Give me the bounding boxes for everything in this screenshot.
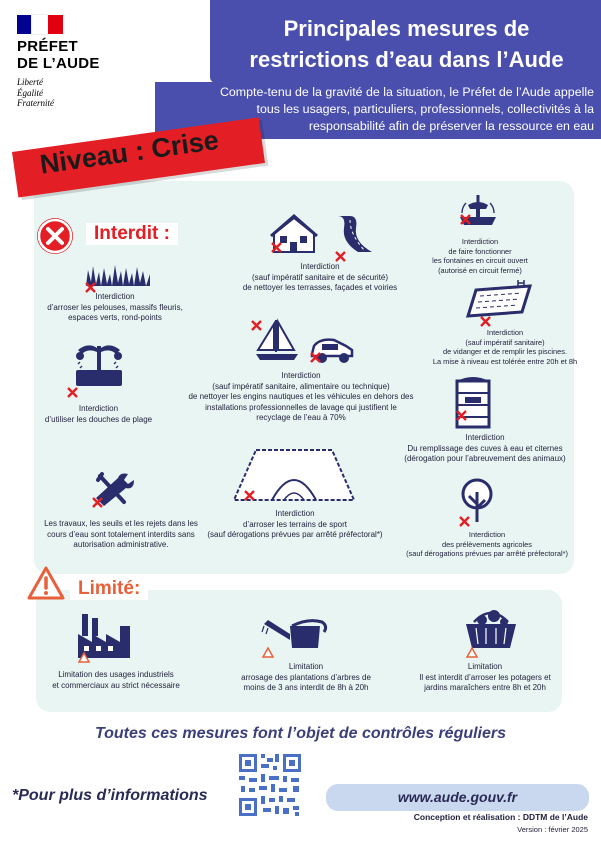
vehicles-label: Interdiction (sauf impératif sanitaire, alimentaire ou technique) de nettoyer les engins nautiques et les véhicules en dehors des installations professionnelles de lavage qui justifient le recyclage de l’eau à 70% — [188, 371, 414, 422]
industry-label: Limitation des usages industriels et commerciaux au strict nécessaire — [52, 670, 180, 690]
beach-shower-icon — [74, 342, 124, 393]
republic-motto: Liberté Égalité Fraternité — [17, 77, 54, 108]
warning-small-icon — [262, 645, 274, 663]
forbidden-x-icon — [271, 240, 282, 251]
lawns-label: Interdiction d’arroser les pelouses, massifs fleuris, espaces verts, rond-points — [47, 292, 183, 322]
page-title: Principales mesures de restrictions d’eau dans l’Aude — [249, 16, 564, 72]
works-label: Les travaux, les seuils et les rejets dans les cours d’eau sont totalement interdits sans autorisation administrative. — [44, 519, 198, 549]
sports-label: Interdiction d’arroser les terrains de sport (sauf dérogations prévues par arrêté préfectoral*) — [207, 509, 383, 539]
republic-flag-logo — [17, 15, 63, 34]
credit-text: Conception et réalisation : DDTM de l’Aude — [413, 812, 588, 822]
forbidden-x-icon — [460, 212, 471, 223]
limited-heading: Limité: — [70, 578, 148, 600]
fountains-label: Interdiction de faire fonctionner les fontaines en circuit ouvert (autorisé en circuit fermé) — [432, 237, 528, 275]
tools-icon — [90, 470, 136, 515]
warning-triangle-icon — [26, 565, 66, 606]
agri-label: Interdiction des prélèvements agricoles (sauf dérogations prévues par arrêté préfectoral*) — [406, 530, 568, 559]
forbidden-x-icon — [85, 280, 96, 291]
intro-text: Compte-tenu de la gravité de la situation, le Préfet de l’Aude appelle tous les usagers, particuliers, professionnels, collectivités à la responsabilité afin de préserver la ressource en eau — [219, 85, 594, 133]
qr-code-image[interactable] — [237, 752, 303, 818]
forbidden-cross-icon — [37, 218, 73, 254]
forbidden-x-icon — [335, 249, 346, 260]
more-info-text: *Pour plus d’informations — [12, 787, 208, 804]
warning-small-icon — [466, 645, 478, 663]
forbidden-x-icon — [310, 350, 321, 361]
version-text: Version : février 2025 — [517, 825, 588, 834]
warning-small-icon — [78, 650, 90, 668]
tanks-label: Interdiction Du remplissage des cuves à eau et citernes (dérogation pour l’abreuvement des animaux) — [404, 433, 566, 463]
level-label: Niveau : Crise — [38, 124, 221, 180]
pool-icon — [466, 284, 532, 323]
boat-car-icon — [254, 318, 358, 369]
forbidden-x-icon — [251, 318, 262, 329]
forbidden-x-icon — [67, 385, 78, 396]
forbidden-x-icon — [459, 514, 470, 525]
gardens-label: Limitation Il est interdit d’arroser les potagers et jardins maraîchers entre 8h et 20h — [419, 662, 551, 692]
water-tank-icon — [453, 373, 493, 436]
showers-label: Interdiction d’utiliser les douches de plage — [44, 404, 153, 424]
forbidden-x-icon — [456, 408, 467, 419]
trees-label: Limitation arrosage des plantations d’arbres de moins de 3 ans interdit de 8h à 20h — [241, 662, 371, 692]
forbidden-x-icon — [244, 488, 255, 499]
terraces-label: Interdiction (sauf impératif sanitaire et de sécurité) de nettoyer les terrasses, façades et voiries — [242, 262, 398, 292]
forbidden-x-icon — [92, 495, 103, 506]
forbidden-heading: Interdit : — [86, 223, 178, 245]
forbidden-x-icon — [480, 314, 491, 325]
website-link[interactable]: www.aude.gouv.fr — [397, 789, 518, 805]
house-road-icon — [268, 212, 378, 263]
prefet-logo-text: PRÉFET DE L’AUDE — [17, 38, 100, 72]
controls-statement: Toutes ces mesures font l’objet de contrôles réguliers — [94, 725, 507, 742]
pools-label: Interdiction (sauf impératif sanitaire) de vidanger et de remplir les piscines. La mise à niveau est tolérée entre 20h et 8h — [432, 328, 578, 366]
